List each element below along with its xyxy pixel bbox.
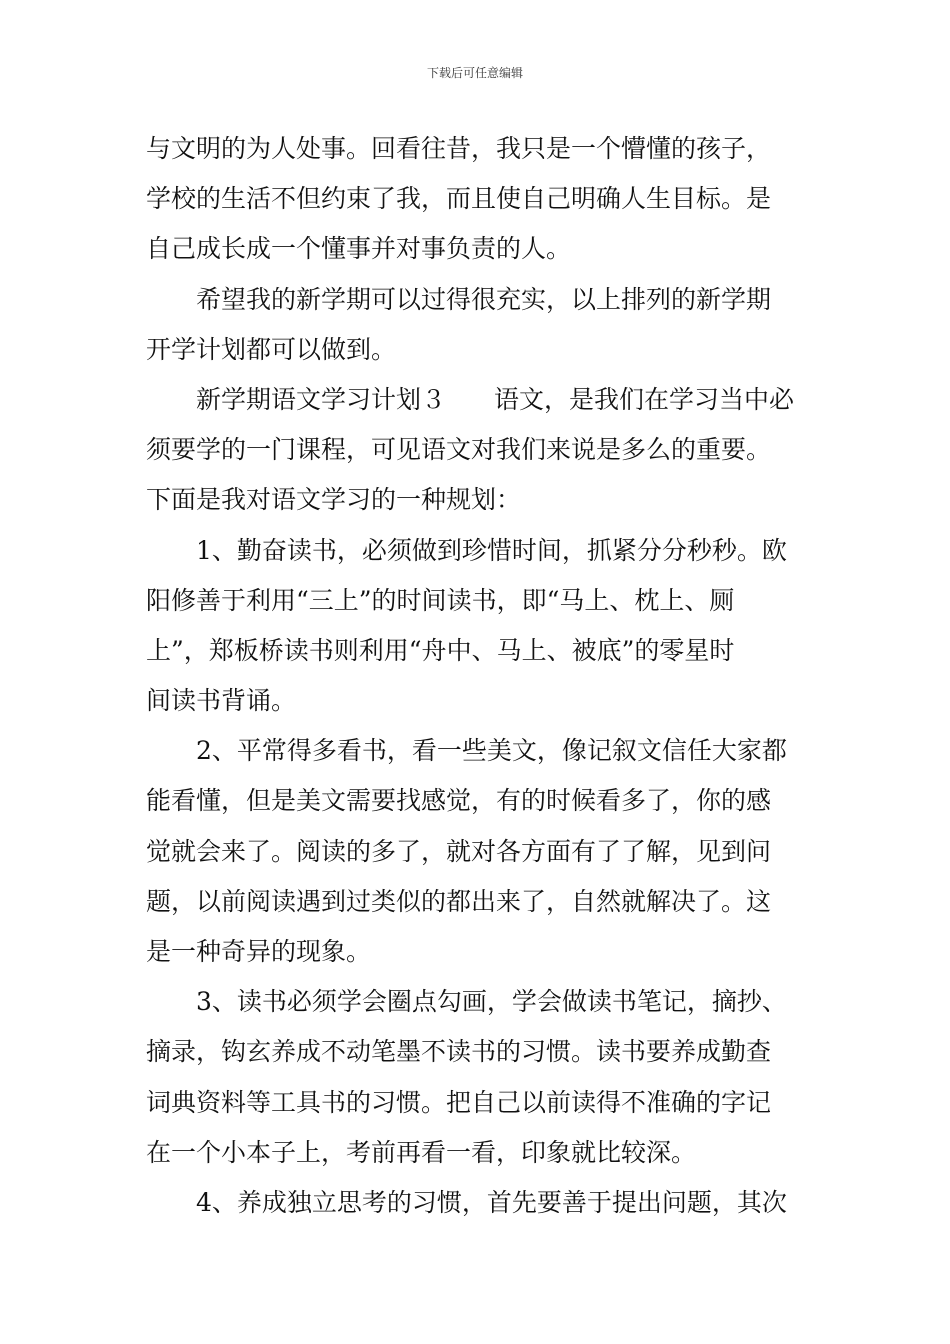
paragraph-start-line: 1、勤奋读书，必须做到珍惜时间，抓紧分分秒秒。欧	[196, 535, 787, 565]
section-heading-line	[146, 375, 808, 425]
paragraph-start-line: 2、平常得多看书，看一些美文，像记叙文信任大家都	[196, 736, 787, 766]
paragraph-start-line: 3、读书必须学会圈点勾画，学会做读书笔记，摘抄、	[196, 987, 787, 1017]
text-line: 是一种奇异的现象。	[146, 937, 372, 966]
text-line: 与文明的为人处事。回看往昔，我只是一个懵懂的孩子，	[146, 134, 772, 163]
page-header: 下载后可任意编辑	[426, 66, 523, 80]
text-line: 间读书背诵。	[146, 686, 297, 716]
text-line: 能看懂，但是美文需要找感觉，有的时候看多了，你的感	[146, 786, 772, 816]
text-line: 上”，郑板桥读书则利用“舟中、马上、被底”的零星时	[146, 635, 735, 665]
section-intro-text: 语文，是我们在学习当中必	[494, 384, 795, 414]
text-line: 摘录，钩玄养成不动笔墨不读书的习惯。读书要养成勤查	[146, 1037, 772, 1067]
text-line: 自己成长成一个懂事并对事负责的人。	[146, 234, 572, 264]
text-line: 觉就会来了。阅读的多了，就对各方面有了了解，见到问	[146, 836, 772, 866]
section-heading: 新学期语文学习计划３	[196, 384, 447, 414]
text-line: 在一个小本子上，考前再看一看，印象就比较深。	[146, 1137, 697, 1167]
text-line: 下面是我对语文学习的一种规划：	[146, 485, 522, 515]
text-line: 开学计划都可以做到。	[146, 334, 397, 364]
document-body	[146, 124, 808, 1228]
text-line: 词典资料等工具书的习惯。把自己以前读得不准确的字记	[146, 1087, 772, 1117]
text-line: 须要学的一门课程，可见语文对我们来说是多么的重要。	[146, 435, 772, 465]
text-line: 学校的生活不但约束了我，而且使自己明确人生目标。是	[146, 184, 772, 214]
text-line: 阳修善于利用“三上”的时间读书，即“马上、枕上、厕	[146, 585, 735, 615]
paragraph-start-line: 希望我的新学期可以过得很充实，以上排列的新学期	[196, 284, 772, 314]
paragraph-start-line: 4、养成独立思考的习惯，首先要善于提出问题，其次	[196, 1187, 787, 1217]
text-line: 题，以前阅读遇到过类似的都出来了，自然就解决了。这	[146, 886, 772, 916]
